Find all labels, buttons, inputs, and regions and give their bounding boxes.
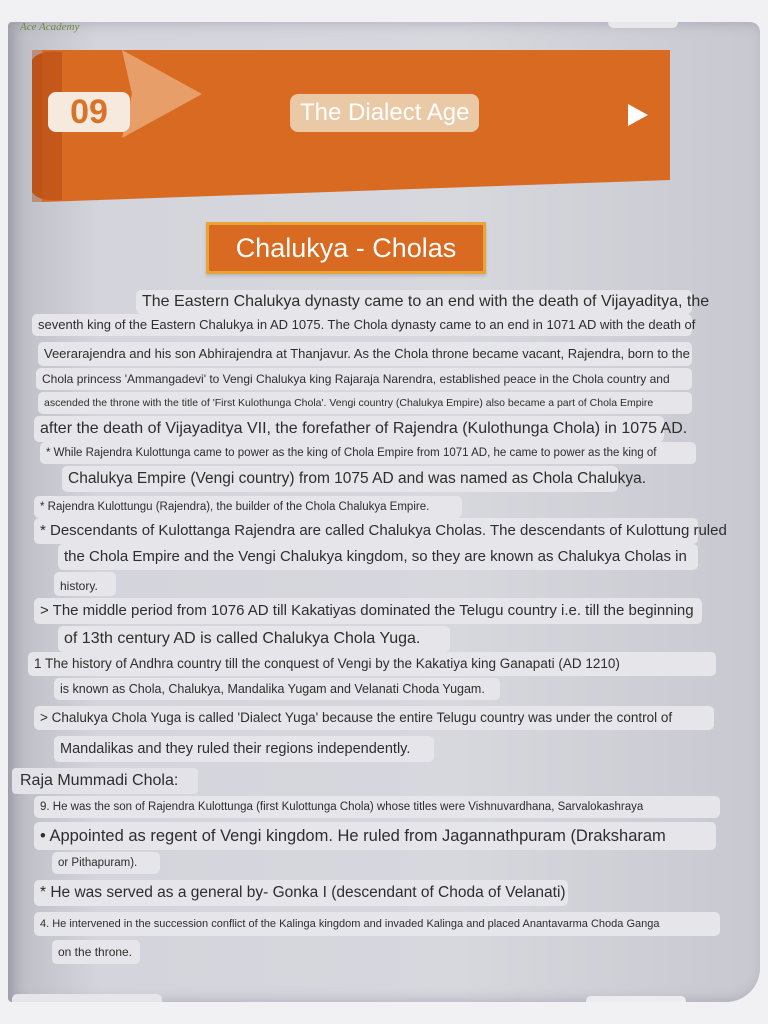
page-tab (608, 22, 678, 28)
section-title: Chalukya - Cholas (206, 222, 486, 274)
text-line: The Eastern Chalukya dynasty came to an end with the death of Vijayaditya, the (136, 290, 692, 314)
text-line: is known as Chola, Chalukya, Mandalika Yugam and Velanati Choda Yugam. (54, 678, 500, 700)
text-line: * Descendants of Kulottanga Rajendra are called Chalukya Cholas. The descendants of Kulottung ruled (34, 518, 698, 544)
chapter-number: 09 (48, 92, 130, 132)
text-line: * While Rajendra Kulottunga came to power as the king of Chola Empire from 1071 AD, he came to power as the king of (40, 442, 696, 464)
chapter-title: The Dialect Age (290, 94, 479, 132)
text-line: Veerarajendra and his son Abhirajendra at Thanjavur. As the Chola throne became vacant, Rajendra, born to the (38, 342, 692, 366)
book-page (8, 22, 760, 1002)
text-line: • Appointed as regent of Vengi kingdom. He ruled from Jagannathpuram (Draksharam (34, 822, 716, 850)
page-tab (586, 996, 686, 1002)
text-line: Chalukya Empire (Vengi country) from 1075 AD and was named as Chola Chalukya. (62, 466, 618, 492)
text-line: Chola princess 'Ammangadevi' to Vengi Chalukya king Rajaraja Narendra, established peace in the Chola country and (36, 368, 692, 390)
text-line: history. (54, 572, 116, 596)
play-arrow-icon (628, 104, 648, 126)
subheading: Raja Mummadi Chola: (12, 768, 198, 794)
text-line: * He was served as a general by- Gonka I (descendant of Choda of Velanati) (34, 880, 568, 906)
page-tab (12, 994, 162, 1002)
text-line: 4. He intervened in the succession conflict of the Kalinga kingdom and invaded Kalinga and placed Anantavarma Choda Ganga (34, 912, 720, 936)
text-line: the Chola Empire and the Vengi Chalukya kingdom, so they are known as Chalukya Cholas in (58, 544, 698, 570)
text-line: 9. He was the son of Rajendra Kulottunga (first Kulottunga Chola) whose titles were Vishnuvardhana, Sarvalokashraya (34, 796, 720, 818)
text-line: Mandalikas and they ruled their regions independently. (54, 736, 434, 762)
text-line: on the throne. (52, 940, 140, 964)
text-line: ascended the throne with the title of 'First Kulothunga Chola'. Vengi country (Chalukya Empire) also became a part of Chola Empire (38, 392, 692, 414)
text-line: after the death of Vijayaditya VII, the forefather of Rajendra (Kulothunga Chola) in 1075 AD. (34, 416, 664, 442)
text-line: > Chalukya Chola Yuga is called 'Dialect Yuga' because the entire Telugu country was under the control of (34, 706, 714, 730)
text-line: or Pithapuram). (52, 852, 160, 874)
publisher-logo: Ace Academy (20, 22, 80, 33)
text-line: of 13th century AD is called Chalukya Chola Yuga. (58, 626, 450, 652)
text-line: seventh king of the Eastern Chalukya in AD 1075. The Chola dynasty came to an end in 1071 AD with the death of (32, 314, 692, 336)
text-line: > The middle period from 1076 AD till Kakatiyas dominated the Telugu country i.e. till the beginning (34, 598, 702, 624)
text-line: 1 The history of Andhra country till the conquest of Vengi by the Kakatiya king Ganapati (AD 1210) (28, 652, 716, 676)
text-line: * Rajendra Kulottungu (Rajendra), the builder of the Chola Chalukya Empire. (34, 496, 462, 518)
